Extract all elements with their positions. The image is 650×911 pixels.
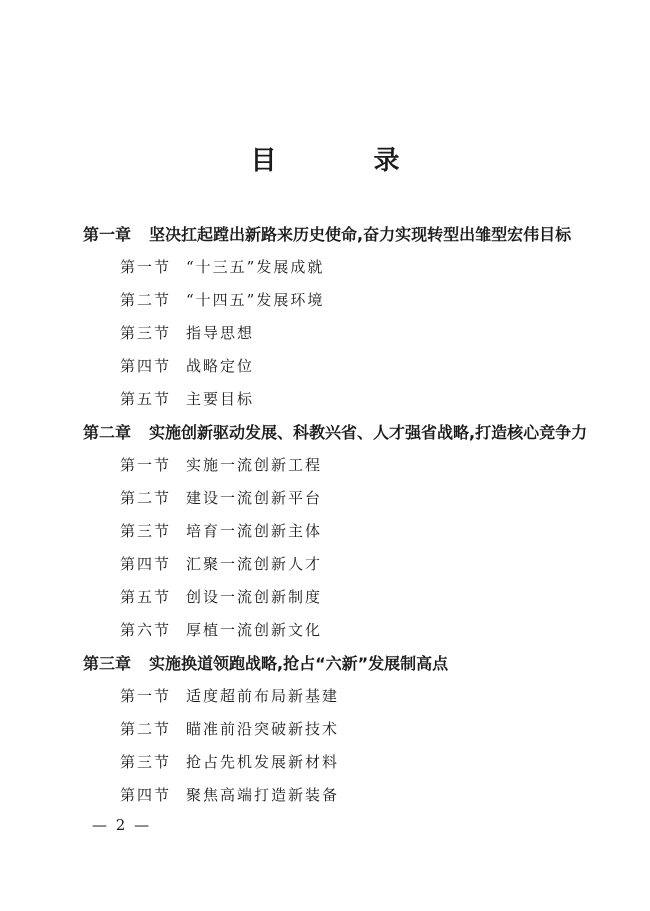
toc-section[interactable] (83, 383, 603, 416)
chapter-number: 第三章 (83, 654, 132, 673)
section-number: 第四节 (120, 357, 172, 375)
toc-section[interactable] (83, 317, 603, 350)
toc-section[interactable] (83, 251, 603, 284)
toc-section[interactable] (83, 614, 603, 647)
chapter-title: 实施创新驱动发展、科教兴省、人才强省战略,打造核心竞争力 (149, 423, 588, 442)
section-number: 第六节 (120, 621, 172, 639)
section-number: 第二节 (120, 489, 172, 507)
section-title: 瞄准前沿突破新技术 (186, 720, 340, 738)
chapter-title: 实施换道领跑战略,抢占“六新”发展制高点 (149, 654, 449, 673)
section-number: 第三节 (120, 324, 172, 342)
page-number: — 2 — (92, 816, 152, 834)
section-number: 第一节 (120, 456, 172, 474)
toc-chapter-1[interactable] (83, 218, 603, 251)
section-number: 第五节 (120, 588, 172, 606)
section-title: 适度超前布局新基建 (186, 687, 340, 705)
toc-section[interactable] (83, 449, 603, 482)
toc-section[interactable] (83, 581, 603, 614)
section-number: 第五节 (120, 390, 172, 408)
section-title: 汇聚一流创新人才 (186, 555, 323, 573)
section-title: 培育一流创新主体 (186, 522, 323, 540)
section-title: 厚植一流创新文化 (186, 621, 323, 639)
section-title: 聚焦高端打造新装备 (186, 786, 340, 804)
page-title: 目 录 (250, 146, 444, 176)
toc-chapter-2[interactable] (83, 416, 603, 449)
toc-section[interactable] (83, 515, 603, 548)
toc-section[interactable] (83, 779, 603, 812)
toc-section[interactable] (83, 680, 603, 713)
chapter-number: 第一章 (83, 225, 132, 244)
section-title: “十四五”发展环境 (186, 291, 325, 309)
section-title: 主要目标 (186, 390, 255, 408)
section-number: 第三节 (120, 753, 172, 771)
section-number: 第三节 (120, 522, 172, 540)
toc-section[interactable] (83, 482, 603, 515)
section-title: 建设一流创新平台 (186, 489, 323, 507)
section-number: 第一节 (120, 258, 172, 276)
section-title: 指导思想 (186, 324, 255, 342)
toc-section[interactable] (83, 713, 603, 746)
section-title: 战略定位 (186, 357, 255, 375)
toc-section[interactable] (83, 284, 603, 317)
toc-chapter-3[interactable] (83, 647, 603, 680)
section-number: 第二节 (120, 291, 172, 309)
section-number: 第四节 (120, 786, 172, 804)
section-number: 第二节 (120, 720, 172, 738)
toc-section[interactable] (83, 746, 603, 779)
toc-section[interactable] (83, 350, 603, 383)
section-title: 抢占先机发展新材料 (186, 753, 340, 771)
section-number: 第四节 (120, 555, 172, 573)
section-title: “十三五”发展成就 (186, 258, 325, 276)
section-title: 实施一流创新工程 (186, 456, 323, 474)
chapter-title: 坚决扛起蹚出新路来历史使命,奋力实现转型出雏型宏伟目标 (149, 225, 572, 244)
toc-section[interactable] (83, 548, 603, 581)
table-of-contents (83, 218, 603, 812)
chapter-number: 第二章 (83, 423, 132, 442)
section-title: 创设一流创新制度 (186, 588, 323, 606)
section-number: 第一节 (120, 687, 172, 705)
